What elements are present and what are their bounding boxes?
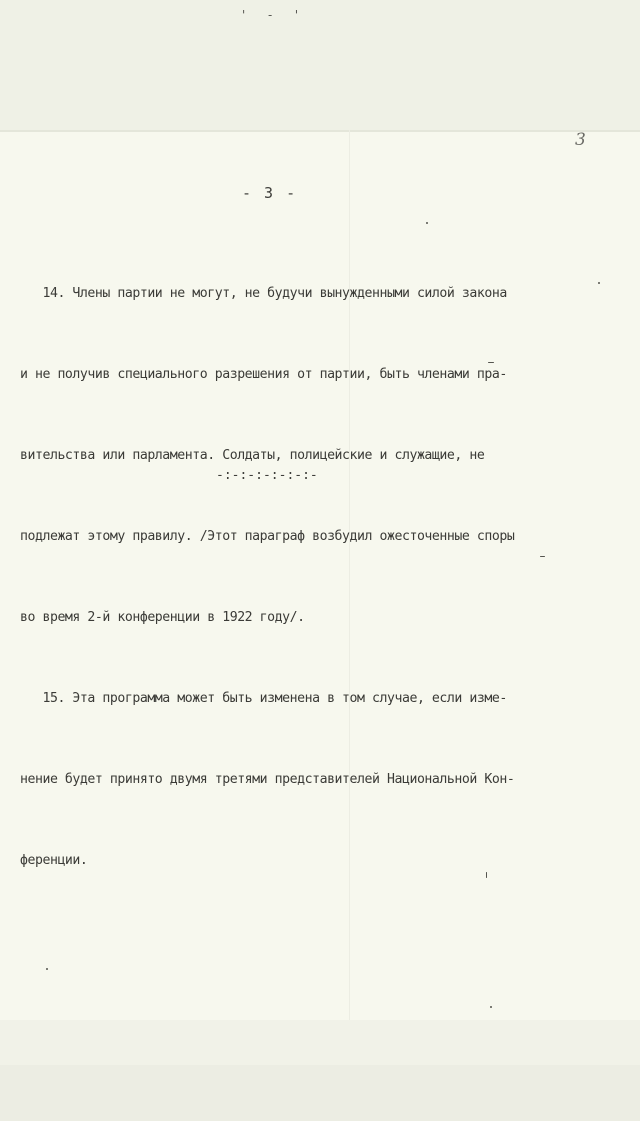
scan-speck [540, 556, 545, 557]
paper-bottom-edge [0, 1065, 640, 1121]
body-line: во время 2-й конференции в 1922 году/. [20, 610, 305, 625]
document-body [20, 226, 620, 928]
body-line: ференции. [20, 853, 88, 868]
body-line: нение будет принято двумя третями представителей Национальной Кон- [20, 772, 515, 787]
body-line: 14. Члены партии не могут, не будучи вынужденными силой закона [20, 286, 507, 301]
scan-speck [598, 282, 600, 284]
body-line: подлежат этому правилу. /Этот параграф возбудил ожесточенные споры [20, 529, 515, 544]
scan-top-band [0, 0, 640, 132]
scan-speck [46, 968, 48, 970]
section-divider: -:-:-:-:-:-:- [216, 468, 318, 483]
body-line: и не получив специального разрешения от партии, быть членами пра- [20, 367, 507, 382]
scan-speck [486, 872, 487, 878]
body-line: 15. Эта программа может быть изменена в том случае, если изме- [20, 691, 507, 706]
body-line: вительства или парламента. Солдаты, полицейские и служащие, не [20, 448, 485, 463]
paper-top-edge [0, 130, 640, 132]
page-number: - 3 - [242, 184, 298, 202]
scan-marks: ' - ' [240, 8, 307, 22]
handwritten-page-number: 3 [575, 130, 586, 150]
scan-speck [426, 222, 428, 224]
scan-speck [488, 362, 494, 363]
scan-speck [490, 1006, 492, 1008]
